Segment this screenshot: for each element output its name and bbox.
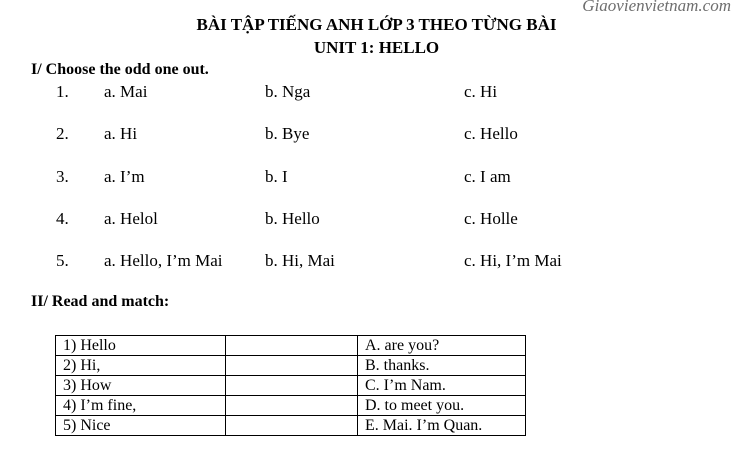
option-b: b. Bye bbox=[265, 124, 310, 143]
question-number: 2. bbox=[56, 124, 69, 143]
section-1-heading: I/ Choose the odd one out. bbox=[31, 61, 209, 78]
option-a: a. Hello, I’m Mai bbox=[104, 251, 223, 270]
option-a: a. Mai bbox=[104, 82, 148, 101]
option-c: c. Hi bbox=[464, 82, 498, 101]
section-2-heading: II/ Read and match: bbox=[31, 293, 170, 310]
match-left-cell: 3) How bbox=[56, 376, 226, 396]
match-table bbox=[55, 335, 526, 436]
match-right-cell: B. thanks. bbox=[358, 356, 526, 376]
watermark: Giaovienvietnam.com bbox=[582, 0, 731, 15]
option-b: b. Hi, Mai bbox=[265, 251, 335, 270]
match-right-cell: C. I’m Nam. bbox=[358, 376, 526, 396]
match-right-cell: A. are you? bbox=[358, 336, 526, 356]
match-left-cell: 4) I’m fine, bbox=[56, 396, 226, 416]
question-number: 1. bbox=[56, 82, 69, 101]
option-a: a. I’m bbox=[104, 167, 145, 186]
option-c: c. Hi, I’m Mai bbox=[464, 251, 562, 270]
table-row bbox=[56, 376, 526, 396]
match-answer-cell bbox=[226, 336, 358, 356]
option-a: a. Helol bbox=[104, 209, 158, 228]
table-row bbox=[56, 356, 526, 376]
match-left-cell: 2) Hi, bbox=[56, 356, 226, 376]
option-b: b. I bbox=[265, 167, 288, 186]
match-right-cell: E. Mai. I’m Quan. bbox=[358, 416, 526, 436]
question-number: 5. bbox=[56, 251, 69, 270]
option-c: c. Holle bbox=[464, 209, 518, 228]
question-number: 4. bbox=[56, 209, 69, 228]
match-answer-cell bbox=[226, 416, 358, 436]
table-row bbox=[56, 336, 526, 356]
option-c: c. Hello bbox=[464, 124, 518, 143]
table-row bbox=[56, 416, 526, 436]
match-answer-cell bbox=[226, 396, 358, 416]
match-left-cell: 1) Hello bbox=[56, 336, 226, 356]
option-b: b. Hello bbox=[265, 209, 320, 228]
unit-subtitle: UNIT 1: HELLO bbox=[313, 38, 440, 57]
match-answer-cell bbox=[226, 376, 358, 396]
page-title: BÀI TẬP TIẾNG ANH LỚP 3 THEO TỪNG BÀI bbox=[196, 15, 557, 34]
option-c: c. I am bbox=[464, 167, 511, 186]
table-row bbox=[56, 396, 526, 416]
question-number: 3. bbox=[56, 167, 69, 186]
option-b: b. Nga bbox=[265, 82, 311, 101]
match-left-cell: 5) Nice bbox=[56, 416, 226, 436]
option-a: a. Hi bbox=[104, 124, 138, 143]
match-answer-cell bbox=[226, 356, 358, 376]
match-right-cell: D. to meet you. bbox=[358, 396, 526, 416]
